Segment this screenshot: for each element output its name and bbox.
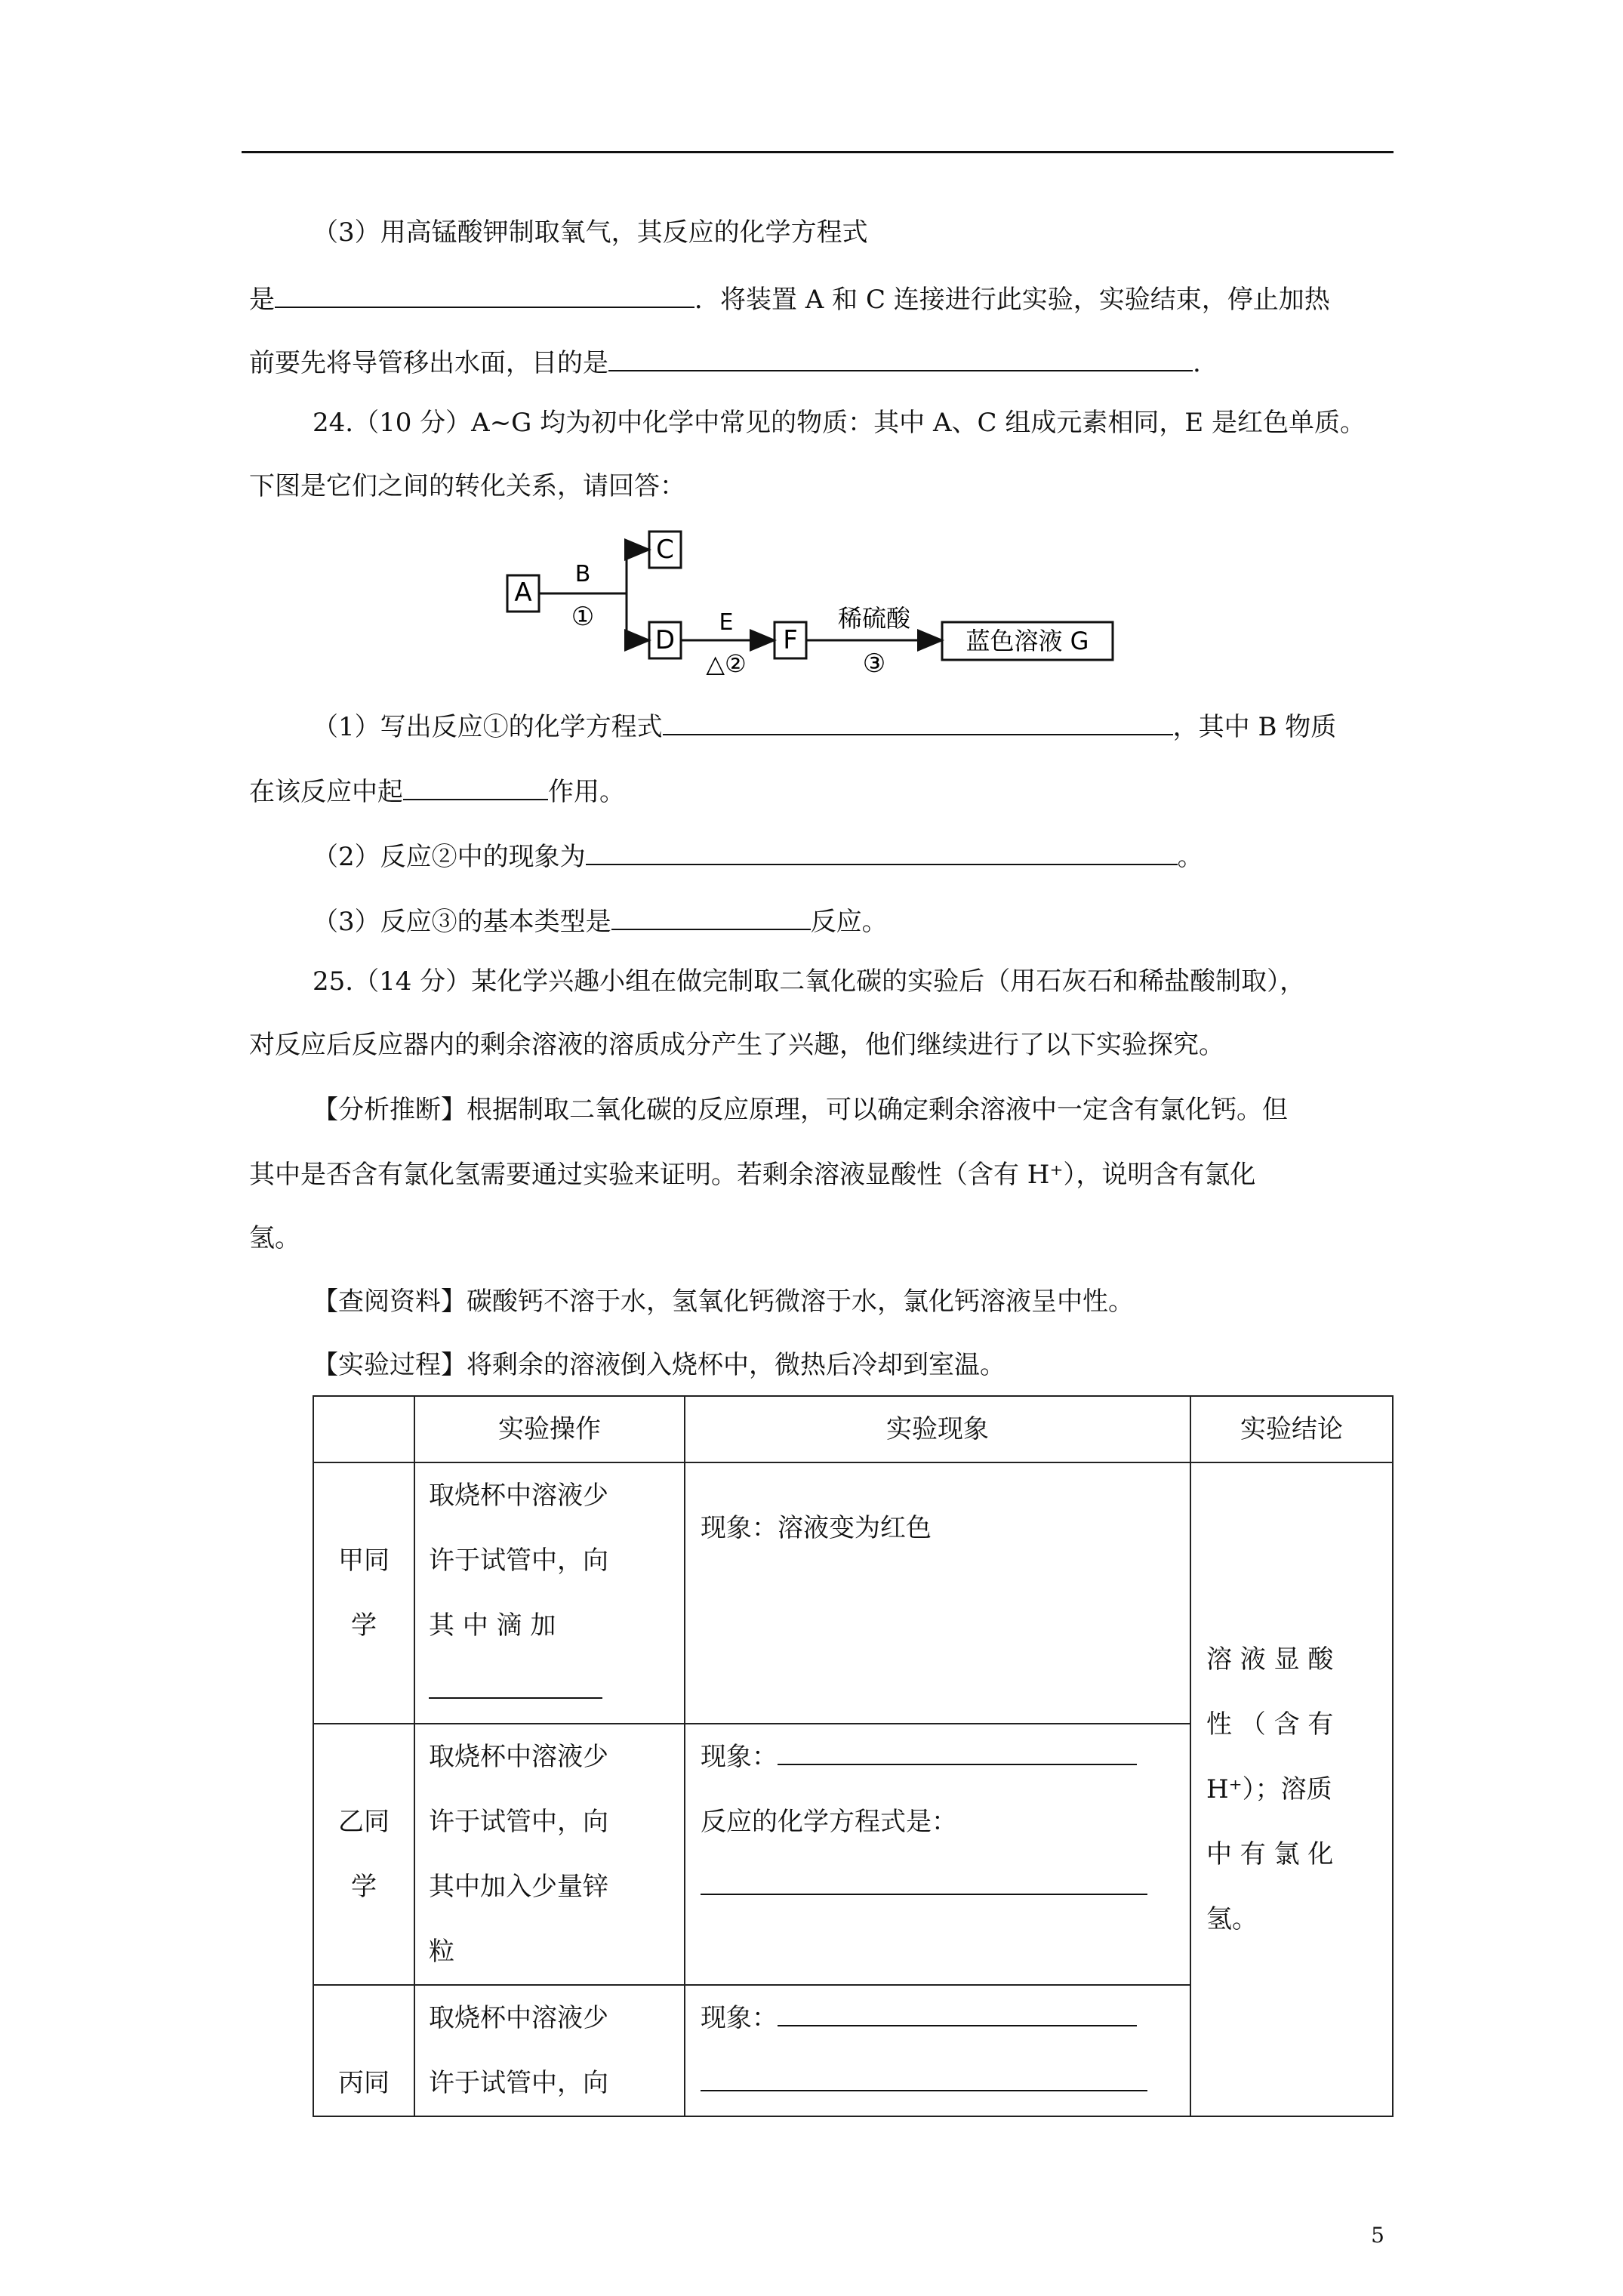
answer-blank[interactable]: [778, 1741, 1137, 1765]
table-row: [313, 1462, 1393, 1724]
phenomenon-cell: 现象：: [685, 1985, 1190, 2116]
lookup-line: 【查阅资料】碳酸钙不溶于水，氢氧化钙微溶于水，氯化钙溶液呈中性。: [313, 1287, 1134, 1317]
reagent-acid: 稀硫酸: [837, 604, 911, 633]
phenomenon-cell: 现象： 反应的化学方程式是：: [685, 1724, 1190, 1985]
answer-blank[interactable]: [778, 2002, 1137, 2026]
answer-blank[interactable]: [429, 1675, 602, 1699]
reagent-E: E: [719, 609, 734, 636]
reaction-2-label: △②: [706, 649, 747, 678]
analysis-line2: 其中是否含有氯化氢需要通过实验来证明。若剩余溶液显酸性（含有 H⁺），说明含有氯化: [249, 1160, 1256, 1190]
q24-1-line1: （1）写出反应①的化学方程式 ，其中 B 物质: [313, 707, 1336, 744]
answer-blank[interactable]: [701, 1871, 1147, 1895]
student-cell: 乙同 学: [313, 1724, 414, 1985]
answer-blank[interactable]: [275, 279, 694, 308]
conversion-diagram: [498, 529, 1132, 683]
operation-cell: 取烧杯中溶液少 许于试管中，向 其 中 滴 加: [414, 1462, 685, 1724]
student-cell: 甲同 学: [313, 1462, 414, 1724]
phenomenon-cell: 现象：溶液变为红色: [685, 1462, 1190, 1724]
node-F-label: F: [783, 625, 798, 655]
node-C-label: C: [656, 535, 674, 565]
answer-blank[interactable]: [586, 837, 1178, 865]
operation-cell: 取烧杯中溶液少 许于试管中，向: [414, 1985, 685, 2116]
q23-3-line1: （3）用高锰酸钾制取氧气，其反应的化学方程式: [313, 217, 868, 248]
q24-3-line: （3）反应③的基本类型是 反应。: [313, 901, 888, 938]
q24-line2: 下图是它们之间的转化关系，请回答：: [249, 471, 685, 501]
node-D-label: D: [654, 625, 676, 655]
q24-1-line2: 在该反应中起 作用。: [249, 772, 625, 809]
answer-blank[interactable]: [608, 343, 1193, 371]
answer-blank[interactable]: [663, 707, 1173, 735]
table-header-cell: 实验结论: [1190, 1396, 1393, 1462]
header-rule: [242, 151, 1394, 153]
operation-cell: 取烧杯中溶液少 许于试管中，向 其中加入少量锌 粒: [414, 1724, 685, 1985]
table-header-cell: [313, 1396, 414, 1462]
node-G-label: 蓝色溶液 G: [965, 627, 1089, 655]
student-cell: 丙同: [313, 1985, 414, 2116]
table-header-cell: 实验现象: [685, 1396, 1190, 1462]
experiment-table: [313, 1395, 1394, 2117]
analysis-line3: 氢。: [249, 1223, 300, 1253]
reaction-1-label: ①: [571, 602, 595, 632]
answer-blank[interactable]: [403, 772, 548, 800]
q25-line2: 对反应后反应器内的剩余溶液的溶质成分产生了兴趣，他们继续进行了以下实验探究。: [249, 1030, 1224, 1060]
page-number: 5: [1371, 2223, 1384, 2248]
answer-blank[interactable]: [701, 2067, 1147, 2091]
reaction-3-label: ③: [862, 649, 886, 679]
q24-2-line: （2）反应②中的现象为 。: [313, 837, 1203, 874]
process-line: 【实验过程】将剩余的溶液倒入烧杯中，微热后冷却到室温。: [313, 1350, 1006, 1380]
answer-blank[interactable]: [611, 901, 811, 930]
table-header-cell: 实验操作: [414, 1396, 685, 1462]
q24-line1: 24.（10 分）A~G 均为初中化学中常见的物质：其中 A、C 组成元素相同，E 是红色单质。: [313, 408, 1366, 438]
q25-line1: 25.（14 分）某化学兴趣小组在做完制取二氧化碳的实验后（用石灰石和稀盐酸制取），: [313, 966, 1306, 997]
reagent-B: B: [574, 561, 591, 587]
q23-3-line3: 前要先将导管移出水面，目的是 .: [249, 343, 1201, 380]
conclusion-cell: 溶 液 显 酸 性 （ 含 有 H⁺）；溶质 中 有 氯 化 氢。: [1190, 1462, 1393, 2116]
node-A-label: A: [514, 578, 532, 608]
analysis-line1: 【分析推断】根据制取二氧化碳的反应原理，可以确定剩余溶液中一定含有氯化钙。但: [313, 1095, 1288, 1125]
q23-3-line2: 是 ．将装置 A 和 C 连接进行此实验，实验结束，停止加热: [249, 279, 1330, 316]
table-header-row: [313, 1396, 1393, 1462]
